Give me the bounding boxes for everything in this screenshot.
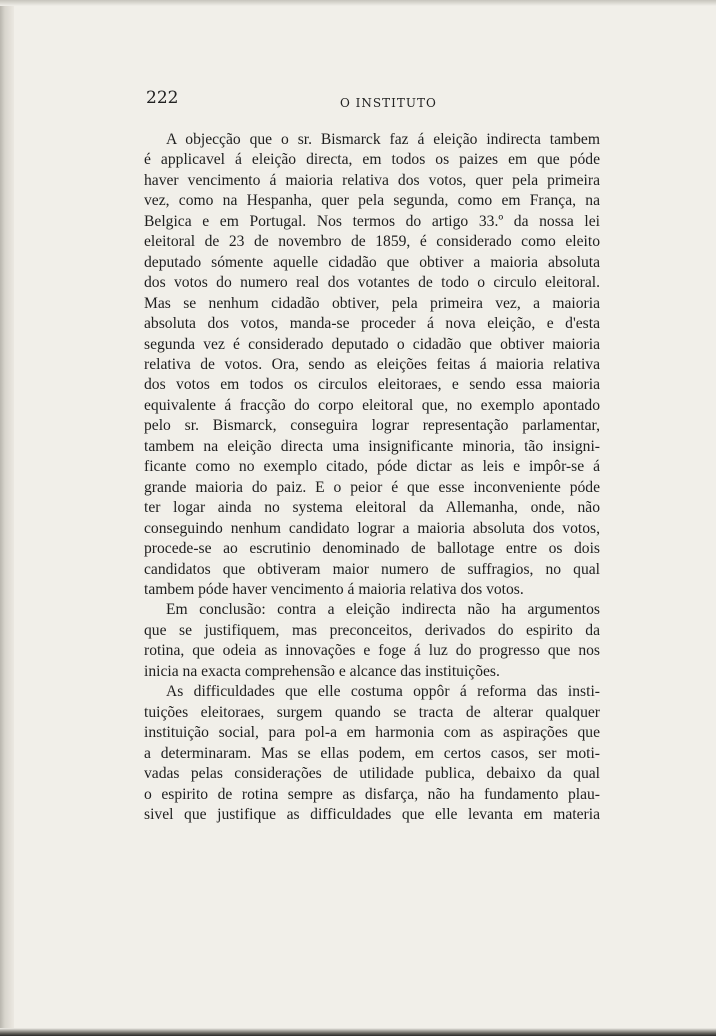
- text-line: grande maioria do paiz. E o peior é que esse inconveniente póde: [144, 478, 600, 496]
- text-line: tuições eleitoraes, surgem quando se tracta de alterar qualquer: [144, 703, 600, 721]
- text-line: tambem póde haver vencimento á maioria relativa dos votos.: [144, 580, 524, 598]
- text-line: tambem na eleição directa uma insignificante minoria, tão insigni-: [144, 437, 600, 455]
- paragraph-2: [144, 600, 600, 682]
- text-line: vez, como na Hespanha, quer pela segunda, como em França, na: [144, 192, 600, 210]
- text-line: sivel que justifique as difficuldades que elle levanta em materia: [144, 805, 600, 823]
- page-top-edge: [0, 0, 716, 6]
- text-line: o espirito de rotina sempre as disfarça, não ha fundamento plau-: [144, 785, 600, 803]
- paragraph-3: [144, 682, 600, 825]
- text-line: a determinaram. Mas se ellas podem, em certos casos, ser moti-: [144, 744, 600, 762]
- text-line: procede-se ao escrutinio denominado de ballotage entre os dois: [144, 540, 600, 558]
- text-line: instituição social, para pol-a em harmonia com as aspirações que: [144, 724, 600, 742]
- text-line: é applicavel á eleição directa, em todos os paizes em que póde: [144, 151, 600, 169]
- page-number: 222: [146, 88, 179, 108]
- text-line: rotina, que odeia as innovações e foge á luz do progresso que nos: [144, 642, 600, 660]
- text-line: haver vencimento á maioria relativa dos votos, quer pela primeira: [144, 171, 600, 189]
- text-line: pelo sr. Bismarck, conseguira lograr representação parlamentar,: [144, 417, 600, 435]
- running-title: O INSTITUTO: [340, 96, 437, 110]
- text-line: A objecção que o sr. Bismarck faz á eleição indirecta tambem: [166, 131, 600, 148]
- text-line: inicia na exacta comprehensão e alcance das instituições.: [144, 662, 500, 680]
- text-line: candidatos que obtiveram maior numero de suffragios, no qual: [144, 560, 600, 578]
- text-line: As difficuldades que elle costuma oppôr á reforma das insti-: [166, 683, 600, 701]
- text-line: segunda vez é considerado deputado o cidadão que obtiver maioria: [144, 335, 600, 353]
- text-line: eleitoral de 23 de novembro de 1859, é considerado como eleito: [144, 233, 600, 251]
- text-line: relativa de votos. Ora, sendo as eleições feitas á maioria relativa: [144, 355, 600, 373]
- text-line: deputado sómente aquelle cidadão que obtiver a maioria absoluta: [144, 253, 600, 271]
- text-line: ficante como no exemplo citado, póde dictar as leis e impôr-se á: [144, 458, 600, 476]
- text-line: absoluta dos votos, manda-se proceder á nova eleição, e d'esta: [144, 315, 600, 333]
- text-line: Mas se nenhum cidadão obtiver, pela primeira vez, a maioria: [144, 294, 600, 312]
- text-line: dos votos do numero real dos votantes de todo o circulo eleitoral.: [144, 274, 600, 292]
- text-line: ter logar ainda no systema eleitoral da Allemanha, onde, não: [144, 499, 600, 517]
- page-gutter-shadow: [0, 0, 14, 1036]
- page-bottom-edge: [0, 1028, 716, 1036]
- page-body: [144, 130, 600, 825]
- text-line: Belgica e em Portugal. Nos termos do artigo 33.º da nossa lei: [144, 212, 600, 230]
- paragraph-1: [144, 130, 600, 600]
- text-line: que se justifiquem, mas preconceitos, derivados do espirito da: [144, 621, 600, 639]
- text-line: equivalente á fracção do corpo eleitoral que, no exemplo apontado: [144, 396, 600, 414]
- text-line: vadas pelas considerações de utilidade publica, debaixo da qual: [144, 765, 600, 783]
- text-line: dos votos em todos os circulos eleitoraes, e sendo essa maioria: [144, 376, 600, 394]
- text-line: Em conclusão: contra a eleição indirecta não ha argumentos: [166, 601, 600, 619]
- text-line: conseguindo nenhum candidato lograr a maioria absoluta dos votos,: [144, 519, 600, 537]
